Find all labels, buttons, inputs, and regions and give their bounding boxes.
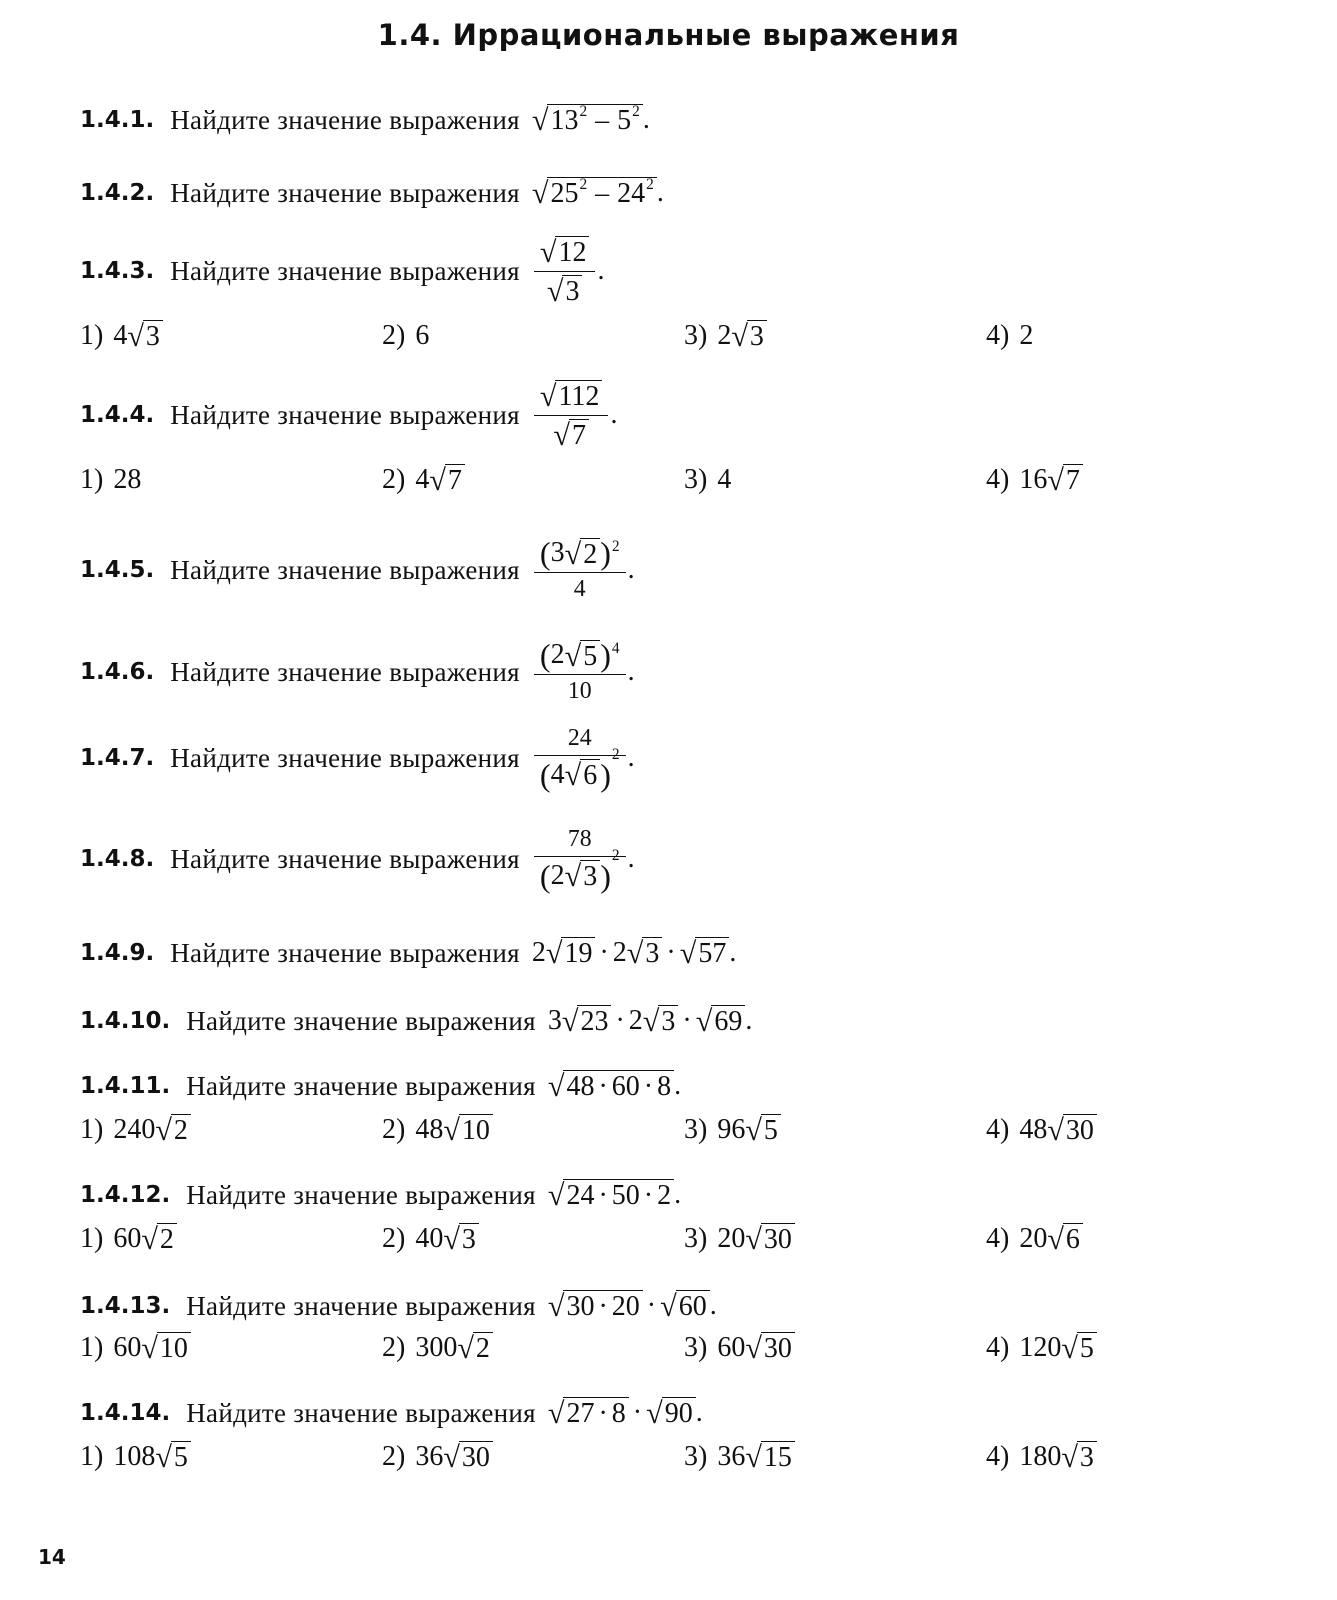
radicand: 90: [662, 1397, 696, 1428]
radical-sign: √: [745, 1440, 762, 1475]
coefficient: 2: [550, 859, 565, 891]
problem-number: 1.4.9.: [80, 940, 155, 966]
radical-sign: √: [547, 1289, 565, 1324]
radical-sign: √: [443, 1222, 460, 1257]
end-punct: .: [674, 1070, 682, 1101]
option-radicand: 30: [761, 1223, 795, 1254]
option-label: 2): [382, 1114, 406, 1145]
radical-sign: √: [1047, 463, 1064, 498]
factor: 27: [566, 1398, 595, 1430]
problem-prompt: Найдите значение выражения: [170, 104, 520, 135]
numerator-radicand: 12: [555, 236, 589, 267]
option-radicand: 30: [459, 1441, 493, 1472]
option-coefficient: 108: [113, 1441, 156, 1472]
expression: [532, 104, 650, 136]
radical: [531, 176, 657, 211]
exponent: 4: [611, 640, 620, 658]
option-coefficient: 60: [717, 1332, 746, 1363]
option-coefficient: 36: [717, 1441, 746, 1472]
numerator: 78: [567, 825, 592, 852]
radical-sign: √: [564, 758, 582, 793]
factor: 50: [611, 1180, 640, 1212]
answer-option[interactable]: [986, 1214, 1083, 1264]
denominator-radicand: 7: [569, 419, 589, 450]
radical-sign: √: [1047, 1222, 1064, 1257]
option-radicand: 5: [761, 1114, 781, 1145]
radical-sign: √: [642, 1004, 660, 1039]
problem-number: 1.4.8.: [80, 846, 155, 872]
radical-sign: √: [745, 1331, 762, 1366]
right-paren: ): [600, 756, 611, 793]
right-paren: ): [600, 857, 611, 894]
option-label: 3): [684, 1114, 708, 1145]
option-label: 2): [382, 464, 406, 495]
radicand: 3: [642, 937, 662, 968]
radical-sign: √: [626, 936, 644, 971]
option-label: 4): [986, 1114, 1010, 1145]
factor: 60: [611, 1071, 640, 1103]
multiply-dot: ·: [643, 1071, 654, 1103]
radical-sign: √: [539, 235, 557, 270]
radicand: 19: [561, 937, 595, 968]
option-label: 4): [986, 1332, 1010, 1363]
radical-sign: √: [155, 1440, 172, 1475]
problem-prompt: Найдите значение выражения: [186, 1070, 536, 1101]
end-punct: .: [709, 1290, 717, 1321]
problem-number: 1.4.6.: [80, 659, 155, 685]
problem-number: 1.4.10.: [80, 1008, 171, 1034]
answer-option[interactable]: [382, 1214, 479, 1264]
option-radicand: 5: [1077, 1332, 1097, 1363]
option-coefficient: 4: [113, 320, 128, 351]
problem-1-4-7: [80, 713, 635, 803]
end-punct: .: [656, 177, 664, 208]
end-punct: .: [610, 399, 618, 430]
radical-sign: √: [1061, 1440, 1078, 1475]
option-radicand: 7: [445, 464, 465, 495]
coefficient: 3: [550, 537, 565, 569]
expression: [548, 1005, 752, 1037]
option-radicand: 3: [747, 320, 767, 351]
radical-sign: √: [141, 1222, 158, 1257]
radical-sign: √: [660, 1289, 677, 1324]
fraction: [534, 826, 626, 892]
answer-option[interactable]: [684, 1432, 795, 1482]
option-coefficient: 120: [1019, 1332, 1062, 1363]
left-paren: (: [539, 756, 551, 793]
radical-sign: √: [564, 638, 582, 673]
radical-sign: √: [547, 1178, 565, 1213]
coefficient: 4: [550, 758, 565, 790]
answer-options-1-4-3: [80, 311, 1300, 361]
option-value: 28: [113, 464, 142, 495]
multiply-dot: ·: [599, 937, 609, 968]
option-label: 4): [986, 320, 1010, 351]
option-coefficient: 48: [1019, 1114, 1048, 1145]
fraction: [534, 725, 626, 791]
option-coefficient: 36: [415, 1441, 444, 1472]
exponent-b: 2: [632, 103, 640, 121]
end-punct: .: [597, 255, 605, 286]
radical-sign: √: [1047, 1113, 1064, 1148]
option-coefficient: 48: [415, 1114, 444, 1145]
answer-option[interactable]: [80, 1432, 191, 1482]
radical-sign: √: [547, 1069, 565, 1104]
radical-sign: √: [531, 176, 549, 211]
radical-sign: √: [547, 1396, 565, 1431]
option-radicand: 3: [1077, 1441, 1097, 1472]
expression: [548, 1290, 717, 1322]
option-radicand: 2: [171, 1114, 191, 1145]
option-value: 4: [717, 464, 732, 495]
exponent: 2: [611, 745, 620, 763]
problem-number: 1.4.14.: [80, 1400, 171, 1426]
expression: [532, 826, 635, 892]
option-label: 4): [986, 1223, 1010, 1254]
multiply-dot: ·: [598, 1071, 608, 1103]
option-radicand: 3: [143, 320, 163, 351]
answer-options-1-4-12: [80, 1214, 1300, 1264]
answer-option[interactable]: [684, 455, 731, 505]
problem-prompt: Найдите значение выражения: [186, 1005, 536, 1036]
radicand: 3: [658, 1005, 678, 1036]
option-radicand: 10: [459, 1114, 493, 1145]
answer-option[interactable]: [80, 455, 141, 505]
problem-1-4-4: [80, 370, 617, 460]
option-coefficient: 16: [1019, 464, 1048, 495]
fraction: [534, 636, 626, 705]
multiply-dot: ·: [632, 1397, 643, 1428]
option-value: 2: [1019, 320, 1034, 351]
option-radicand: 15: [761, 1441, 795, 1472]
answer-option[interactable]: [80, 311, 163, 361]
base-b: 5: [617, 105, 632, 137]
coefficient: 2: [531, 937, 546, 968]
answer-option[interactable]: [382, 311, 429, 361]
radical-sign: √: [745, 1222, 762, 1257]
radical-sign: √: [539, 379, 557, 414]
fraction: [534, 236, 596, 306]
option-radicand: 2: [157, 1223, 177, 1254]
option-label: 3): [684, 1223, 708, 1254]
problem-number: 1.4.1.: [80, 107, 155, 133]
expression: [532, 380, 618, 450]
problem-number: 1.4.13.: [80, 1293, 171, 1319]
radical-sign: √: [531, 103, 549, 138]
option-label: 1): [80, 1223, 104, 1254]
multiply-dot: ·: [666, 937, 676, 968]
radicand: 2: [580, 538, 600, 569]
radical-sign: √: [546, 273, 564, 308]
option-label: 4): [986, 1441, 1010, 1472]
radicand: 23: [577, 1005, 611, 1036]
end-punct: .: [674, 1179, 682, 1210]
problem-1-4-5: [80, 525, 635, 615]
option-radicand: 5: [171, 1441, 191, 1472]
problem-1-4-8: [80, 814, 635, 904]
option-label: 2): [382, 1441, 406, 1472]
expression: [532, 725, 635, 791]
radical-sign: √: [679, 936, 697, 971]
problem-prompt: Найдите значение выражения: [186, 1179, 536, 1210]
answer-option[interactable]: [684, 1105, 781, 1155]
problem-1-4-2: [80, 148, 664, 238]
answer-options-1-4-14: [80, 1432, 1300, 1482]
multiply-dot: ·: [643, 1180, 654, 1212]
option-label: 2): [382, 320, 406, 351]
factor: 24: [566, 1180, 595, 1212]
problem-prompt: Найдите значение выражения: [170, 399, 520, 430]
option-radicand: 6: [1063, 1223, 1083, 1254]
option-coefficient: 20: [717, 1223, 746, 1254]
end-punct: .: [627, 842, 635, 874]
coefficient: 3: [547, 1005, 562, 1036]
problem-number: 1.4.3.: [80, 258, 155, 284]
radical-sign: √: [695, 1004, 713, 1039]
option-coefficient: 180: [1019, 1441, 1062, 1472]
radical-sign: √: [443, 1440, 460, 1475]
left-paren: (: [539, 534, 551, 571]
factor: 2: [657, 1180, 672, 1212]
answer-option[interactable]: [986, 1105, 1097, 1155]
option-coefficient: 60: [113, 1223, 142, 1254]
multiply-dot: ·: [615, 1005, 625, 1036]
radical-sign: √: [155, 1113, 172, 1148]
left-paren: (: [539, 636, 551, 673]
problem-prompt: Найдите значение выражения: [170, 742, 520, 773]
radical-sign: √: [545, 936, 563, 971]
denominator: 10: [567, 678, 592, 705]
fraction: [534, 534, 626, 603]
answer-option[interactable]: [986, 311, 1033, 361]
multiply-dot: ·: [598, 1291, 608, 1323]
answer-option[interactable]: [986, 1432, 1097, 1482]
option-coefficient: 240: [113, 1114, 156, 1145]
factor: 30: [566, 1291, 595, 1323]
end-punct: .: [627, 553, 635, 585]
multiply-dot: ·: [598, 1398, 608, 1430]
answer-options-1-4-4: [80, 455, 1300, 505]
multiply-dot: ·: [646, 1290, 657, 1321]
answer-options-1-4-13: [80, 1323, 1300, 1373]
factor: 48: [566, 1071, 595, 1103]
expression: [548, 1070, 681, 1102]
coefficient: 2: [550, 639, 565, 671]
problem-prompt: Найдите значение выражения: [170, 656, 520, 687]
option-label: 3): [684, 320, 708, 351]
coefficient: 2: [612, 937, 627, 968]
fraction: [534, 380, 609, 450]
expression: [548, 1179, 681, 1211]
option-label: 1): [80, 1332, 104, 1363]
expression: [532, 636, 635, 705]
problem-number: 1.4.7.: [80, 745, 155, 771]
option-label: 2): [382, 1223, 406, 1254]
radical-sign: √: [731, 319, 748, 354]
expression: [532, 236, 605, 306]
left-paren: (: [539, 857, 551, 894]
problem-prompt: Найдите значение выражения: [170, 177, 520, 208]
numerator-radicand: 112: [555, 380, 602, 411]
radicand: 6: [580, 759, 600, 790]
option-label: 1): [80, 320, 104, 351]
problem-number: 1.4.2.: [80, 180, 155, 206]
right-paren: ): [600, 534, 611, 571]
denominator-radicand: 3: [562, 275, 582, 306]
answer-option[interactable]: [382, 1432, 493, 1482]
option-coefficient: 96: [717, 1114, 746, 1145]
base-a: 25: [550, 178, 579, 210]
page-number: 14: [38, 1545, 66, 1569]
problem-prompt: Найдите значение выражения: [170, 843, 520, 874]
option-value: 6: [415, 320, 430, 351]
radical-sign: √: [646, 1396, 663, 1431]
radical-sign: √: [457, 1331, 474, 1366]
end-punct: .: [745, 1005, 753, 1036]
radical-sign: √: [564, 536, 582, 571]
option-label: 1): [80, 1114, 104, 1145]
option-coefficient: 4: [415, 464, 430, 495]
problem-prompt: Найдите значение выражения: [170, 937, 520, 968]
right-paren: ): [600, 636, 611, 673]
option-radicand: 7: [1063, 464, 1083, 495]
option-coefficient: 2: [717, 320, 732, 351]
multiply-dot: ·: [682, 1005, 692, 1036]
multiply-dot: ·: [598, 1180, 608, 1212]
radical-sign: √: [553, 417, 570, 452]
factor: 20: [611, 1291, 640, 1323]
answer-options-1-4-11: [80, 1105, 1300, 1155]
option-coefficient: 40: [415, 1223, 444, 1254]
numerator: 24: [567, 724, 592, 751]
radicand: 60: [676, 1290, 710, 1321]
answer-option[interactable]: [80, 1105, 191, 1155]
factor: 8: [611, 1398, 626, 1430]
answer-option[interactable]: [80, 1214, 177, 1264]
radicand: 69: [711, 1005, 745, 1036]
option-label: 2): [382, 1332, 406, 1363]
option-radicand: 3: [459, 1223, 479, 1254]
denominator: 4: [573, 576, 586, 603]
option-coefficient: 300: [415, 1332, 458, 1363]
problem-number: 1.4.5.: [80, 557, 155, 583]
exponent-a: 2: [579, 176, 588, 194]
answer-option[interactable]: [684, 1214, 795, 1264]
end-punct: .: [627, 741, 635, 773]
end-punct: .: [695, 1397, 703, 1428]
option-coefficient: 60: [113, 1332, 142, 1363]
coefficient: 2: [628, 1005, 643, 1036]
problem-number: 1.4.4.: [80, 402, 155, 428]
problem-prompt: Найдите значение выражения: [186, 1290, 536, 1321]
answer-option[interactable]: [684, 1323, 795, 1373]
end-punct: .: [627, 655, 635, 687]
option-label: 3): [684, 1332, 708, 1363]
minus-sign: –: [595, 178, 610, 210]
problem-prompt: Найдите значение выражения: [186, 1397, 536, 1428]
minus-sign: –: [595, 105, 610, 137]
radical-sign: √: [127, 319, 144, 354]
expression: [532, 534, 635, 603]
end-punct: .: [729, 937, 737, 968]
option-radicand: 2: [473, 1332, 493, 1363]
option-label: 4): [986, 464, 1010, 495]
exponent: 2: [611, 846, 620, 864]
radicand: 5: [580, 640, 600, 671]
section-title: 1.4. Иррациональные выражения: [377, 18, 960, 52]
problem-1-4-6: [80, 627, 635, 717]
option-radicand: 10: [157, 1332, 191, 1363]
option-label: 3): [684, 1441, 708, 1472]
answer-option[interactable]: [986, 455, 1083, 505]
radical-sign: √: [561, 1004, 579, 1039]
factor: 8: [657, 1071, 672, 1103]
radical-sign: √: [564, 859, 582, 894]
radical-sign: √: [429, 463, 446, 498]
option-label: 1): [80, 1441, 104, 1472]
option-radicand: 30: [1063, 1114, 1097, 1145]
radicand: 57: [695, 937, 729, 968]
option-coefficient: 20: [1019, 1223, 1048, 1254]
option-label: 3): [684, 464, 708, 495]
base-a: 13: [550, 105, 579, 137]
radical-sign: √: [443, 1113, 460, 1148]
problem-number: 1.4.12.: [80, 1182, 171, 1208]
answer-option[interactable]: [382, 455, 465, 505]
end-punct: .: [642, 104, 650, 135]
radical: [531, 103, 643, 138]
problem-prompt: Найдите значение выражения: [170, 554, 520, 585]
radical-sign: √: [1061, 1331, 1078, 1366]
expression: [532, 937, 736, 969]
problem-prompt: Найдите значение выражения: [170, 255, 520, 286]
answer-option[interactable]: [382, 1105, 493, 1155]
expression: [548, 1397, 703, 1429]
problem-1-4-3: [80, 226, 604, 316]
base-b: 24: [617, 178, 646, 210]
option-label: 1): [80, 464, 104, 495]
exponent-a: 2: [579, 103, 588, 121]
radical-sign: √: [745, 1113, 762, 1148]
exponent-b: 2: [646, 176, 654, 194]
radicand: 3: [580, 860, 600, 891]
answer-option[interactable]: [382, 1323, 493, 1373]
expression: [532, 177, 664, 209]
answer-option[interactable]: [80, 1323, 191, 1373]
exponent: 2: [611, 538, 620, 556]
problem-number: 1.4.11.: [80, 1073, 171, 1099]
answer-option[interactable]: [986, 1323, 1097, 1373]
answer-option[interactable]: [684, 311, 767, 361]
radical-sign: √: [141, 1331, 158, 1366]
option-radicand: 30: [761, 1332, 795, 1363]
